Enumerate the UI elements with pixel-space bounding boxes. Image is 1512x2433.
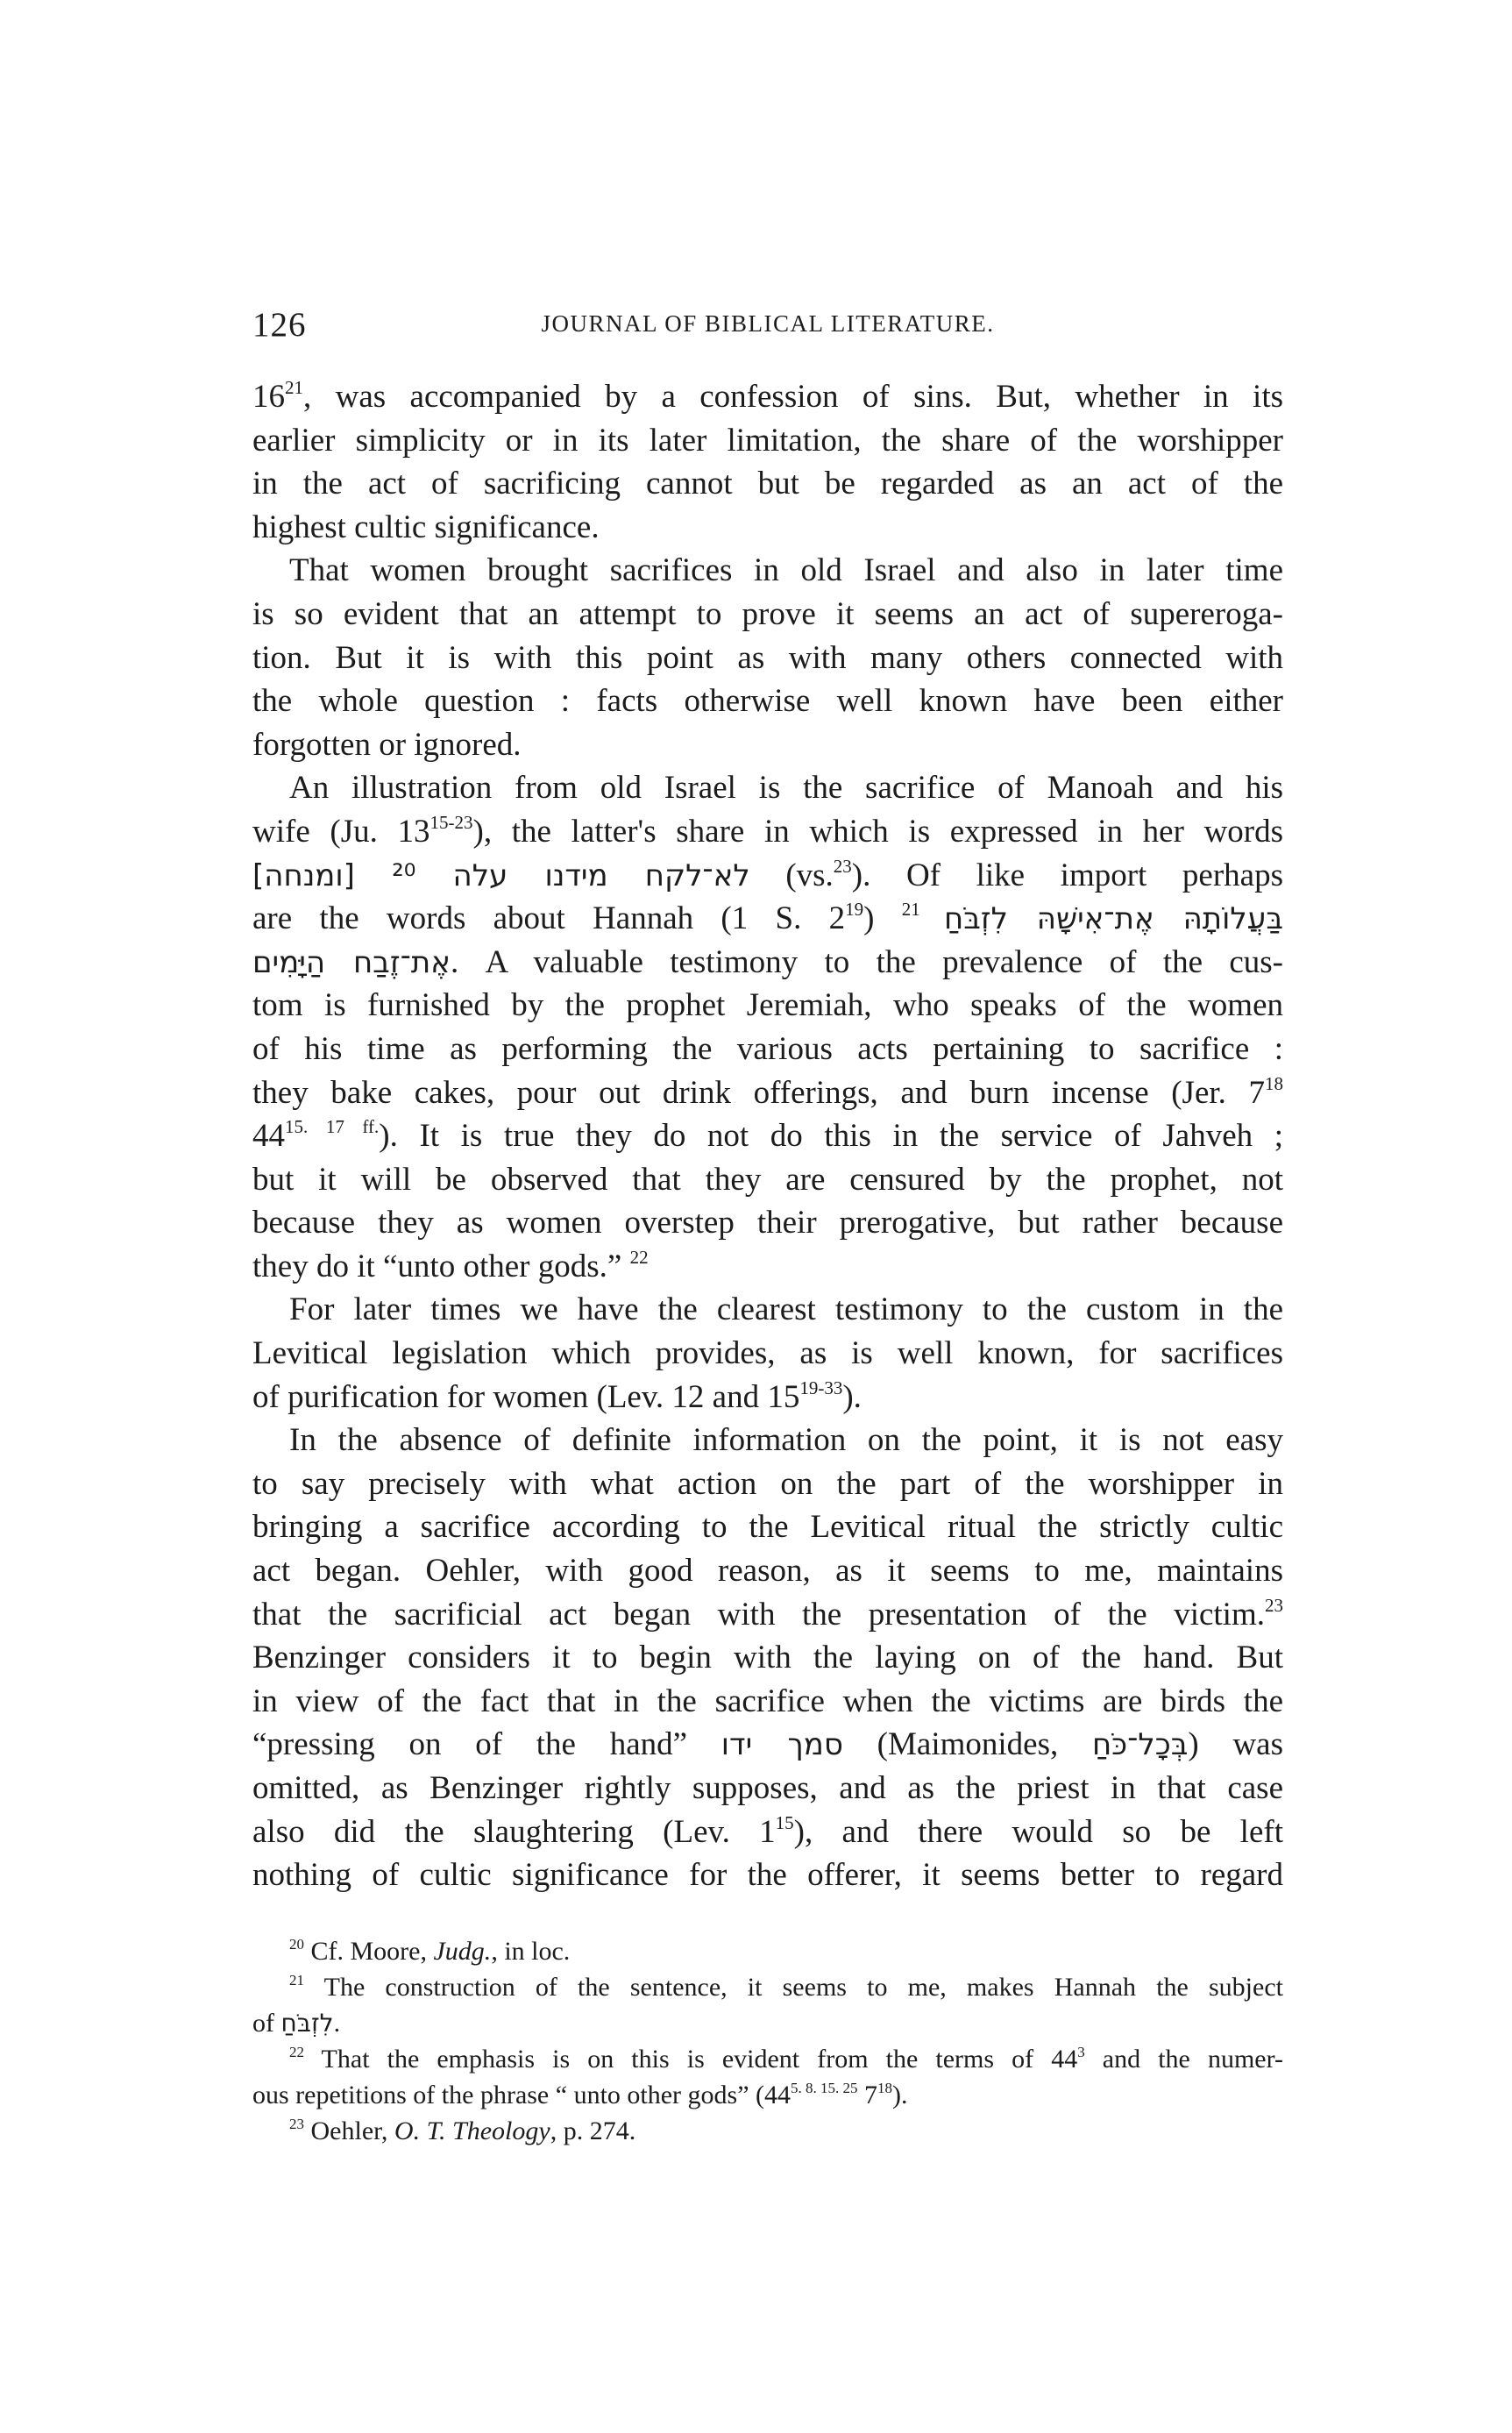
text-line: they bake cakes, pour out drink offerings, and burn incense (Jer. $7^{18}$ xyxy=(252,1072,1283,1111)
page-header xyxy=(252,305,1283,349)
text-line: Benzinger considers it to begin with the laying on of the hand. But xyxy=(252,1640,1283,1676)
footnote-21: $^{21}$ The construction of the sentence, it seems to me, makes Hannah the subject xyxy=(289,1972,1283,2002)
text-line: לא־לקח מידנו עלה ²⁰ [ומנחה] (vs.$^{23}$). Of like import perhaps xyxy=(252,855,1283,893)
text-line: omitted, as Benzinger rightly supposes, and as the priest in that case xyxy=(252,1770,1283,1806)
footnote-20: $^{20}$ Cf. Moore, Judg., in loc. xyxy=(289,1936,571,1966)
text-line: bringing a sacrifice according to the Levitical ritual the strictly cultic xyxy=(252,1509,1283,1546)
text-line: tion. But it is with this point as with many others connected with xyxy=(252,639,1283,676)
text-line: In the absence of definite information on the point, it is not easy xyxy=(289,1422,1283,1459)
text-line: highest cultic significance. xyxy=(252,509,600,545)
hebrew-quote: בַּעֲלוֹתָהּ אֶת־אִישָׁהּ לִזְבֹּחַ xyxy=(943,901,1283,937)
text-line: because they as women overstep their prerogative, but rather because xyxy=(252,1205,1283,1241)
page-number: 126 xyxy=(252,306,307,344)
running-head: JOURNAL OF BIBLICAL LITERATURE. xyxy=(541,310,995,337)
text-line: to say precisely with what action on the part of the worshipper in xyxy=(252,1465,1283,1502)
hebrew-quote: לא־לקח מידנו עלה ²⁰ [ומנחה] xyxy=(252,857,750,893)
text-line: earlier simplicity or in its later limitation, the share of the worshipper xyxy=(252,422,1283,459)
body-text xyxy=(252,375,1283,1897)
text-line: That women brought sacrifices in old Israel and also in later time xyxy=(289,552,1283,589)
hebrew-quote: אֶת־זֶבַח הַיָּמִים xyxy=(252,944,451,980)
footnote-ref: 21 xyxy=(901,899,944,921)
text-line: also did the slaughtering (Lev. $1^{15}$), and there would so be left xyxy=(252,1811,1283,1850)
text-line: of purification for women (Lev. 12 and 15$^{19-33}$). xyxy=(252,1377,862,1415)
text-line: Levitical legislation which provides, as is well known, for sacrifices xyxy=(252,1335,1283,1372)
footnote-22-cont: ous repetitions of the phrase “ unto other gods” ($44^{5. 8. 15. 25}$ $7^{18}$). xyxy=(252,2080,908,2109)
text-line: $16^{21}$, was accompanied by a confession of sins. But, whether in its xyxy=(252,377,1283,415)
footnote-ref: 22 xyxy=(629,1246,649,1268)
footnote-22: $^{22}$ That the emphasis is on this is evident from the terms of $44^3$ and the numer- xyxy=(289,2044,1283,2074)
text-line: For later times we have the clearest testimony to the custom in the xyxy=(289,1291,1283,1328)
text-line: $44^{15. 17 ff.}$). It is true they do not do this in the service of Jahveh ; xyxy=(252,1116,1283,1155)
text-line: are the words about Hannah (1 S. $2^{19}$) בַּעֲלוֹתָהּ אֶת־אִישָׁהּ לִזְבֹּחַ $^{21}$ xyxy=(252,899,1283,937)
text-line: that the sacrificial act began with the presentation of the victim.$^{23}$ xyxy=(252,1594,1283,1633)
text-line: tom is furnished by the prophet Jeremiah, who speaks of the women xyxy=(252,987,1283,1024)
text-line: wife (Ju. 13$^{15-23}$), the latter's share in which is expressed in her words xyxy=(252,811,1284,850)
text-line: nothing of cultic significance for the offerer, it seems better to regard xyxy=(252,1857,1283,1894)
hebrew-quote: בְּכָל־כֹּחַ xyxy=(1091,1727,1189,1763)
footnotes xyxy=(252,1933,1283,2149)
text-line: אֶת־זֶבַח הַיָּמִים. A valuable testimony to the prevalence of the cus- xyxy=(252,943,1283,980)
text-line: in the act of sacrificing cannot but be regarded as an act of the xyxy=(252,466,1283,502)
footnote-21-cont: of לִזְבֹּחַ. xyxy=(252,2009,341,2038)
text-line: the whole question : facts otherwise well known have been either xyxy=(252,683,1283,720)
text-line: but it will be observed that they are censured by the prophet, not xyxy=(252,1161,1283,1198)
text-line: act began. Oehler, with good reason, as it seems to me, maintains xyxy=(252,1553,1283,1590)
text-line: forgotten or ignored. xyxy=(252,726,522,763)
text-line: is so evident that an attempt to prove it seems an act of supereroga- xyxy=(252,595,1283,632)
text-line: they do it “unto other gods.” $^{22}$ xyxy=(252,1246,649,1284)
footnote-23: $^{23}$ Oehler, O. T. Theology, p. 274. xyxy=(289,2116,636,2145)
hebrew-quote: לִזְבֹּחַ xyxy=(280,2009,334,2038)
hebrew-quote: סמך ידו xyxy=(721,1727,843,1763)
footnote-ref: 23 xyxy=(1265,1594,1283,1616)
text-line: An illustration from old Israel is the sacrifice of Manoah and his xyxy=(289,770,1283,807)
text-line: “pressing on of the hand” סמך ידו (Maimonides, בְּכָל־כֹּחַ) was xyxy=(252,1726,1283,1763)
text-line: of his time as performing the various acts pertaining to sacrifice : xyxy=(252,1030,1283,1067)
text-line: in view of the fact that in the sacrifice when the victims are birds the xyxy=(252,1682,1283,1719)
